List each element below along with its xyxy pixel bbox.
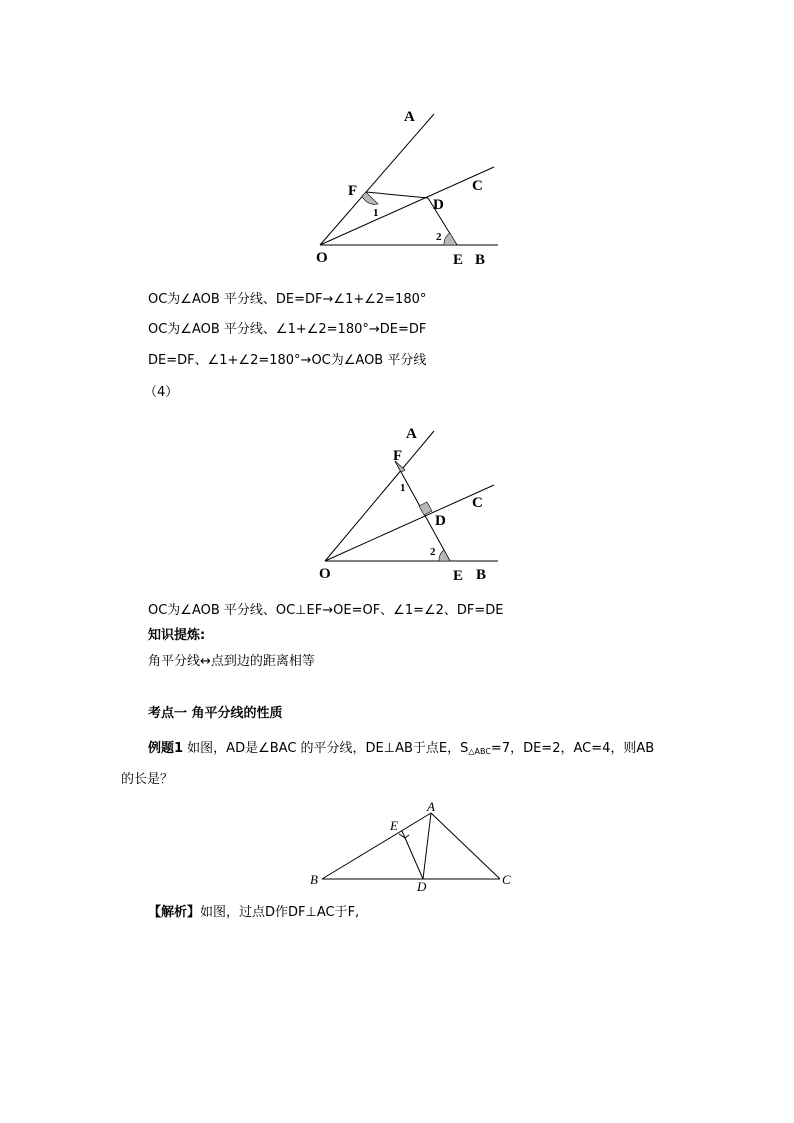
example-label: 例题1	[148, 741, 184, 756]
segment-ad	[423, 813, 431, 879]
knowledge-text: 角平分线↔点到边的距离相等	[148, 654, 315, 669]
label-angle-2: 2	[430, 546, 436, 558]
label-angle-2: 2	[436, 231, 442, 243]
label-b: B	[476, 567, 487, 583]
label-a: A	[404, 109, 415, 125]
rule-line-1: OC为∠AOB 平分线、DE=DF→∠1+∠2=180°	[148, 292, 427, 307]
analysis-line	[148, 904, 359, 922]
label-c: C	[472, 495, 483, 511]
label-e: E	[390, 818, 398, 833]
label-c: C	[472, 178, 483, 194]
case-label: （4）	[144, 385, 179, 400]
label-d: D	[417, 879, 427, 894]
label-a: A	[427, 799, 435, 814]
label-b: B	[475, 252, 486, 268]
label-b: B	[310, 872, 318, 887]
label-d: D	[435, 513, 446, 529]
label-angle-1: 1	[373, 207, 379, 219]
label-f: F	[393, 448, 403, 464]
example-text-part-1: 如图，AD是∠BAC 的平分线，DE⊥AB于点E，S	[183, 741, 469, 756]
label-o: O	[316, 250, 328, 266]
example-question-line-2: 的长是？	[121, 772, 174, 787]
label-a: A	[406, 426, 417, 442]
label-c: C	[502, 872, 511, 887]
label-e: E	[453, 252, 464, 268]
label-d: D	[433, 197, 444, 213]
label-o: O	[319, 566, 331, 582]
knowledge-heading: 知识提炼:	[148, 628, 206, 643]
side-ab	[322, 813, 431, 879]
analysis-tag: 【解析】	[148, 905, 201, 920]
rule-line-3: DE=DF、∠1+∠2=180°→OC为∠AOB 平分线	[148, 353, 427, 368]
side-ac	[431, 813, 500, 879]
label-angle-1: 1	[400, 482, 406, 494]
label-e: E	[453, 568, 464, 584]
label-f: F	[348, 183, 358, 199]
rule-line-4: OC为∠AOB 平分线、OC⊥EF→OE=OF、∠1=∠2、DF=DE	[148, 603, 504, 618]
analysis-text: 如图，过点D作DF⊥AC于F,	[200, 905, 360, 920]
triangle-subscript: △ABC	[468, 747, 491, 756]
section-title: 考点一 角平分线的性质	[148, 706, 283, 721]
rule-line-2: OC为∠AOB 平分线、∠1+∠2=180°→DE=DF	[148, 322, 427, 337]
example-text-part-2: =7，DE=2，AC=4，则AB	[490, 741, 655, 756]
